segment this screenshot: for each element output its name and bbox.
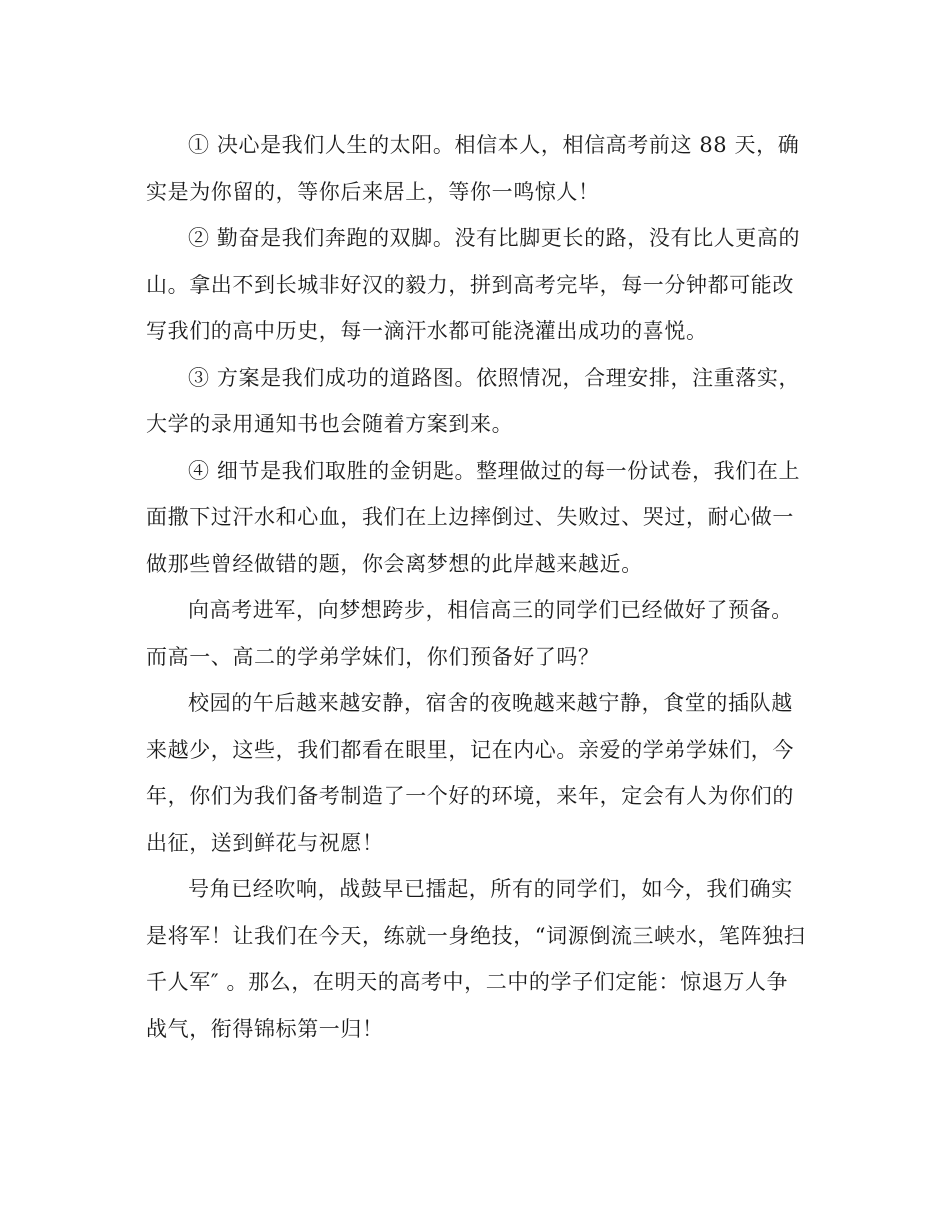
paragraph-line: ③ 方案是我们成功的道路图。依照情况，合理安排，注重落实， [188, 365, 801, 390]
paragraph-line: 做那些曾经做错的题，你会离梦想的此岸越来越近。 [146, 551, 643, 576]
paragraph-line: 实是为你留的，等你后来居上，等你一鸣惊人！ [146, 179, 600, 204]
paragraph-line: ④ 细节是我们取胜的金钥匙。整理做过的每一份试卷，我们在上 [188, 458, 801, 483]
paragraph-1 [146, 122, 806, 215]
paragraph-line: 校园的午后越来越安静，宿舍的夜晚越来越宁静，食堂的插队越 [188, 691, 793, 715]
paragraph-line: 山。拿出不到长城非好汉的毅力，拼到高考完毕，每一分钟都可能改 [146, 272, 794, 297]
paragraph-line: 而高一、高二的学弟学妹们，你们预备好了吗？ [146, 644, 600, 669]
paragraph-line: 千人军″ 。那么，在明天的高考中，二中的学子们定能：惊退万人争 [146, 970, 789, 994]
paragraph-line: 年，你们为我们备考制造了一个好的环境，来年，定会有人为你们的 [146, 784, 794, 808]
document-body [146, 122, 806, 1052]
paragraph-line: 写我们的高中历史，每一滴汗水都可能浇灌出成功的喜悦。 [146, 319, 708, 343]
paragraph-2 [146, 215, 806, 355]
paragraph-5 [146, 587, 806, 680]
paragraph-line: 大学的录用通知书也会随着方案到来。 [146, 412, 514, 436]
paragraph-line: 向高考进军，向梦想跨步，相信高三的同学们已经做好了预备。 [188, 598, 793, 622]
paragraph-line: ② 勤奋是我们奔跑的双脚。没有比脚更长的路，没有比人更高的 [188, 226, 801, 250]
paragraph-line: 面撒下过汗水和心血，我们在上边摔倒过、失败过、哭过，耐心做一 [146, 505, 794, 529]
paragraph-7 [146, 866, 806, 1052]
paragraph-line: 战气，衔得锦标第一归！ [146, 1016, 384, 1041]
paragraph-line: 是将军！让我们在今天，练就一身绝技，“词源倒流三峡水，笔阵独扫 [146, 923, 806, 948]
paragraph-3 [146, 355, 806, 448]
paragraph-line: 来越少，这些，我们都看在眼里，记在内心。亲爱的学弟学妹们，今 [146, 737, 794, 762]
paragraph-line: ① 决心是我们人生的太阳。相信本人，相信高考前这 88 天，确 [188, 133, 800, 157]
paragraph-line: 号角已经吹响，战鼓早已擂起，所有的同学们，如今，我们确实 [188, 877, 793, 901]
paragraph-4 [146, 448, 806, 588]
paragraph-6 [146, 680, 806, 866]
paragraph-line: 出征，送到鲜花与祝愿！ [146, 830, 384, 855]
